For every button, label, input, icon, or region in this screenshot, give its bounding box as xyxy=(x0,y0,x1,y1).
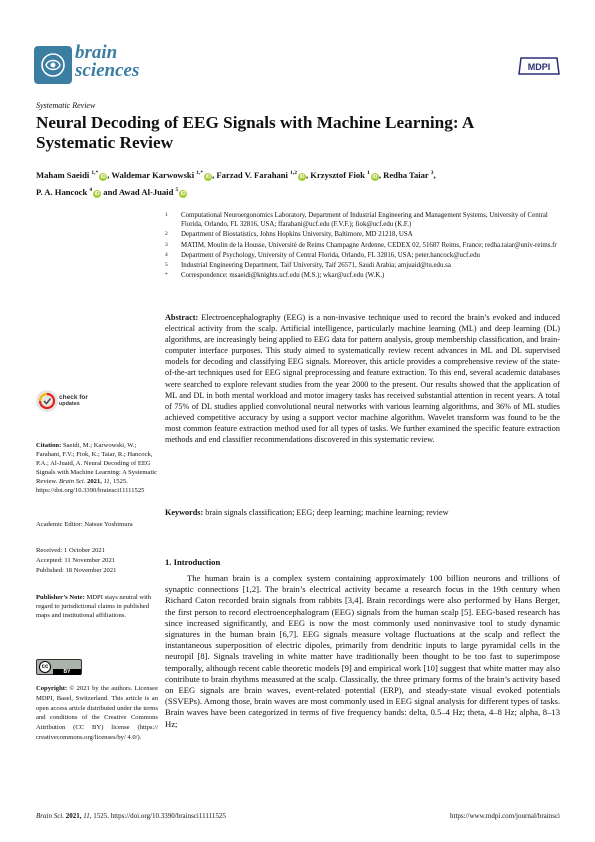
section-heading-introduction: 1. Introduction xyxy=(165,557,221,567)
affiliation-number: 5 xyxy=(165,262,168,269)
citation-volume: 11, xyxy=(103,478,112,486)
journal-header xyxy=(34,42,561,86)
affiliation-text: Correspondence: msaeidi@knights.ucf.edu (M.S.); wkar@ucf.edu (W.K.) xyxy=(181,272,385,280)
publisher-note-text: MDPI stays neutral with regard to jurisdictional claims in published maps and institutional affiliations. xyxy=(36,594,152,620)
orcid-icon[interactable]: iD xyxy=(299,173,305,180)
copyright-notice xyxy=(36,684,158,743)
check-updates-label xyxy=(59,394,88,408)
keywords xyxy=(165,507,560,518)
footer-journal: Brain Sci. xyxy=(36,812,64,820)
date-accepted: Accepted: 11 November 2021 xyxy=(36,557,116,565)
article-title: Neural Decoding of EEG Signals with Machine Learning: A Systematic Review xyxy=(36,113,474,152)
affiliation-number: * xyxy=(165,272,168,279)
journal-name xyxy=(75,44,139,80)
academic-editor: Academic Editor: Natsue Yoshimura xyxy=(36,521,133,528)
affiliation-item xyxy=(165,271,560,280)
abstract-label: Abstract: xyxy=(165,313,199,322)
affiliation-text: MATIM, Moulin de la Housse, Université de Reims Champagne Ardenne, CEDEX 02, 51687 Reims, France; redha.taiar@univ-reims.fr xyxy=(181,241,557,249)
authors-line1: Maham Saeidi $^{1,*}$iD , Waldemar Karwowski $^{1,*}$iD , Farzad V. Farahani $^{1,2}$iD , Krzysztof Fiok $^1$iD , Redha Taiar $^3$, xyxy=(36,169,436,180)
publication-dates xyxy=(36,546,158,577)
orcid-icon[interactable]: iD xyxy=(100,173,106,180)
citation-year: 2021, xyxy=(87,478,102,486)
footer-volume: 11, xyxy=(83,812,92,820)
abstract-text: Electroencephalography (EEG) is a non-invasive technique used to record the brain’s evoked and induced electrical activity from the scalp. Artificial intelligence, particularly machine learning (ML) and deep learning (DL) algorithms, are increasingly being applied to EEG data for pattern analysis, group membership classification, and brain-computer interface purposes. This study aimed to systematically review recent advances in ML and DL supervised models for decoding and classifying EEG signals. Moreover, this article provides a comprehensive review of the state-of-the-art techniques used for EEG signal preprocessing and feature extraction. To this end, several academic databases were searched to explore relevant studies from the year 2000 to the present. Our results showed that the application of ML and DL in both mental workload and motor imagery tasks has received substantial attention in recent years. A total of 75% of DL studies applied convolutional neural networks with various learning algorithms, and 36% of ML studies achieved competitive accuracy by using a support vector machine algorithm. Wavelet transform was found to be the most common feature extraction method used for all types of tasks. We further examined the specific feature extraction methods and end classifier recommendations discovered in this systematic review. xyxy=(165,313,560,445)
affiliation-item xyxy=(165,251,560,260)
cc-by-label: BY xyxy=(53,669,81,675)
check-updates-line2: updates xyxy=(59,401,80,407)
article-type: Systematic Review xyxy=(36,101,96,110)
authors-line2: P. A. Hancock $^4$iD and Awad Al-Juaid $^5$iD xyxy=(36,186,186,197)
citation-label: Citation: xyxy=(36,442,62,449)
affiliation-text: Industrial Engineering Department, Taif University, Taif 26571, Saudi Arabia; amjuaid@tu.edu.sa xyxy=(181,262,451,270)
affiliations xyxy=(165,211,560,280)
affiliation-number: 4 xyxy=(165,251,168,258)
affiliation-text: Department of Psychology, University of Central Florida, Orlando, FL 32816, USA; peter.hancock@ucf.edu xyxy=(181,251,481,259)
footer-doi-link[interactable]: 1525. https://doi.org/10.3390/brainsci11111525 xyxy=(93,812,226,820)
journal-name-line1: brain xyxy=(75,42,118,63)
cc-symbol: cc xyxy=(39,661,51,673)
introduction-paragraph: The human brain is a complex system containing approximately 100 billion neurons and trillions of synaptic connections [1,2]. The brain’s electrical activity became a research focus in the 19th century when Richard Caton recorded brain signals from rabbits [3,4]. Brain recordings were also performed by Hans Berger, the first person to record electroencephalogram (EEG) signals from the human scalp [5]. EEG-based research has since increased significantly, and EEG is now the most commonly used noninvasive tool to study dynamic signatures in the human brain [6,7]. EEG signals measure voltage fluctuations at the scalp and reflect the instantaneous superposition of electric dipoles, primarily from dendritic inputs to large pyramidal cells in the neuropil [8]. Signals traveling in white matter have traditionally been thought to be too fast to superimpose temporally, although recent cable theoretic models [9] and empirical work [10] suggest that white matter may also contribute to brain rhythms measured at the scalp. Classically, the three primary forms of the brain’s activity based on EEG signals are brain waves, event-related potential (ERP), and steady-state visual evoked potentials (SSVEPs). Among those, brain waves are most commonly used in EEG signal analysis for different types of tasks. Brain waves have been categorized in terms of five frequency bands: delta, 0.5–4 Hz; theta, 4–8 Hz; alpha, 8–13 Hz; xyxy=(165,573,560,729)
mdpi-logo-icon xyxy=(517,56,561,76)
mdpi-logo-text: MDPI xyxy=(527,62,551,72)
affiliation-item xyxy=(165,261,560,270)
abstract xyxy=(165,312,560,445)
brain-sciences-logo-icon xyxy=(34,46,72,84)
journal-name-line2: sciences xyxy=(75,60,140,81)
author-list xyxy=(36,166,561,200)
affiliation-text: Department of Biostatistics, Johns Hopkins University, Baltimore, MD 21218, USA xyxy=(181,231,413,239)
keywords-label: Keywords: xyxy=(165,508,204,517)
date-published: Published: 18 November 2021 xyxy=(36,567,117,575)
citation xyxy=(36,441,158,496)
orcid-icon[interactable]: iD xyxy=(180,190,186,197)
orcid-icon[interactable]: iD xyxy=(94,190,100,197)
affiliation-text: Computational Neuroergonomics Laboratory, Department of Industrial Engineering and Management Systems, University of Central Florida, Orlando, FL 32816, USA; ffarahani@ucf.edu (F.V.F.); fiok@ucf.edu (K.F.) xyxy=(181,212,548,229)
keywords-text: brain signals classification; EEG; deep learning; machine learning; review xyxy=(205,508,449,517)
date-received: Received: 1 October 2021 xyxy=(36,547,106,554)
cc-by-license-icon[interactable] xyxy=(36,659,82,675)
citation-text: Saeidi, M.; Karwowski, W.; Farahani, F.V.; Fiok, K.; Taiar, R.; Hancock, P.A.; Al-Juaid, A. Neural Decoding of EEG Signals with Machine Learning: A Systematic Review. xyxy=(36,442,158,486)
affiliation-number: 2 xyxy=(165,231,168,238)
citation-journal: Brain Sci. xyxy=(59,478,86,486)
orcid-icon[interactable]: iD xyxy=(372,173,378,180)
check-updates-line1: check for xyxy=(59,394,88,401)
copyright-label: Copyright: xyxy=(36,685,68,692)
orcid-icon[interactable]: iD xyxy=(205,173,211,180)
affiliation-item xyxy=(165,241,560,250)
footer-citation xyxy=(36,812,226,820)
copyright-text: © 2021 by the authors. Licensee MDPI, Basel, Switzerland. This article is an open access article distributed under the terms and conditions of the Creative Commons Attribution (CC BY) license (https:// creativecommons.org/licenses/by/ 4.0/). xyxy=(36,685,159,741)
affiliation-item xyxy=(165,230,560,239)
citation-doi-link[interactable]: 1525. https://doi.org/10.3390/brainsci11111525 xyxy=(36,478,145,495)
publisher-note-label: Publisher’s Note: xyxy=(36,594,85,601)
footer-journal-url[interactable]: https://www.mdpi.com/journal/brainsci xyxy=(450,812,560,820)
affiliation-number: 3 xyxy=(165,241,168,248)
affiliation-number: 1 xyxy=(165,212,168,218)
publisher-note xyxy=(36,593,158,620)
check-updates-icon xyxy=(36,390,58,412)
affiliation-item xyxy=(165,211,560,229)
footer-year: 2021, xyxy=(65,812,82,820)
check-for-updates-button[interactable] xyxy=(36,390,96,418)
